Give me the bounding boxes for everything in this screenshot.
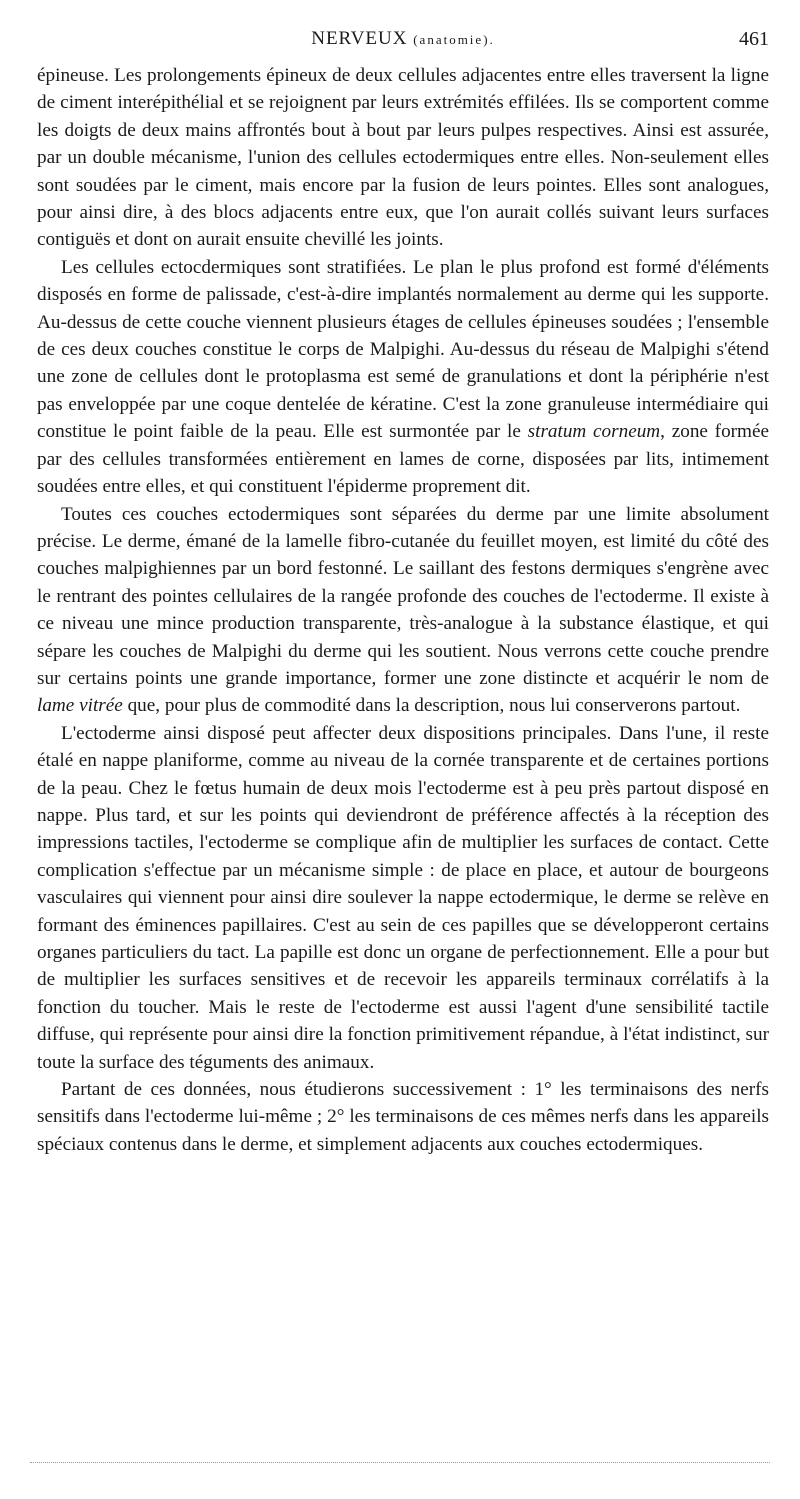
body-text [37, 62, 769, 1158]
page-header [37, 28, 769, 62]
running-head [37, 28, 769, 50]
paragraph-text: L'ectoderme ainsi disposé peut affecter deux dispositions principales. Dans l'une, il reste étalé en nappe planiforme, comme au niveau de la cornée transparente et de certaines portions de la peau. Chez le fœtus humain de deux mois l'ectoderme est à peu près partout disposé en nappe. Plus tard, et sur les points qui deviendront de préférence affectés à la réception des impressions tactiles, l'ectoderme se complique afin de multiplier les surfaces de contact. Cette complication s'effectue par un mécanisme simple : de place en place, et autour de bourgeons vasculaires qui viennent pour ainsi dire soulever la nappe ectodermique, le derme se relève en formant des éminences papillaires. C'est au sein de ces papilles que se développeront certains organes particuliers du tact. La papille est donc un organe de perfectionnement. Elle a pour but de multiplier les surfaces sensitives et de recevoir les appareils terminaux corrélatifs à la fonction du toucher. Mais le reste de l'ectoderme est aussi l'agent d'une sensibilité tactile diffuse, qui représente pour ainsi dire la fonction primitivement répandue, à l'état indistinct, sur toute la surface des téguments des animaux. [37, 722, 769, 1073]
paragraph-text: , zone formée par des cellules transformées entièrement en lames de corne, disposées par lits, intimement soudées entre elles, et qui constituent l'épiderme proprement dit. [37, 421, 770, 498]
running-head-subtitle: (anatomie). [413, 32, 495, 47]
italic-term: lame vitrée [37, 695, 123, 717]
bottom-rule [30, 1462, 770, 1464]
paragraph [37, 62, 769, 254]
book-page [37, 28, 769, 1158]
paragraph [37, 1076, 769, 1158]
paragraph-text: Toutes ces couches ectodermiques sont séparées du derme par une limite absolument précise. Le derme, émané de la lamelle fibro-cutanée du feuillet moyen, est limité du côté des couches malpighiennes par un bord festonné. Le saillant des festons dermiques s'engrène avec le rentrant des pointes cellulaires de la rangée profonde des couches de l'ectoderme. Il existe à ce niveau une mince production transparente, très-analogue à la substance élastique, et qui sépare les couches de Malpighi du derme qui les soutient. Nous verrons cette couche prendre sur certains points une grande importance, former une zone distincte et acquérir le nom de [37, 503, 769, 689]
italic-term: stratum corneum [527, 421, 661, 443]
paragraph-text: que, pour plus de commodité dans la description, nous lui conserverons partout. [122, 695, 741, 717]
paragraph [37, 501, 769, 720]
running-head-title: NERVEUX [311, 28, 408, 49]
paragraph-text: épineuse. Les prolongements épineux de deux cellules adjacentes entre elles traversent la ligne de ciment interépithélial et se rejoignent par leurs extrémités effilées. Ils se comportent comme les doigts de deux mains affrontés bout à bout par leurs pulpes respectives. Ainsi est assurée, par un double mécanisme, l'union des cellules ectodermiques entre elles. Non-seulement elles sont soudées par le ciment, mais encore par la fusion de leurs pointes. Elles sont analogues, pour ainsi dire, à des blocs adjacents entre eux, que l'on aurait collés suivant leurs surfaces contiguës et dont on aurait ensuite chevillé les joints. [37, 65, 769, 251]
paragraph [37, 720, 769, 1076]
paragraph-text: Partant de ces données, nous étudierons successivement : 1° les terminaisons des nerfs sensitifs dans l'ectoderme lui-même ; 2° les terminaisons de ces mêmes nerfs dans les appareils spéciaux contenus dans le derme, et simplement adjacents aux couches ectodermiques. [37, 1079, 769, 1155]
page-number: 461 [739, 28, 769, 50]
paragraph [37, 254, 769, 501]
paragraph-text: Les cellules ectocdermiques sont stratifiées. Le plan le plus profond est formé d'éléments disposés en forme de palissade, c'est-à-dire implantés normalement au derme qui les supporte. Au-dessus de cette couche viennent plusieurs étages de cellules épineuses soudées ; l'ensemble de ces deux couches constitue le corps de Malpighi. Au-dessus du réseau de Malpighi s'étend une zone de cellules dont le protoplasma est semé de granulations et dont la périphérie n'est pas enveloppée par une coque dentelée de kératine. C'est la zone granuleuse intermédiaire qui constitue le point faible de la peau. Elle est surmontée par le [37, 256, 769, 443]
